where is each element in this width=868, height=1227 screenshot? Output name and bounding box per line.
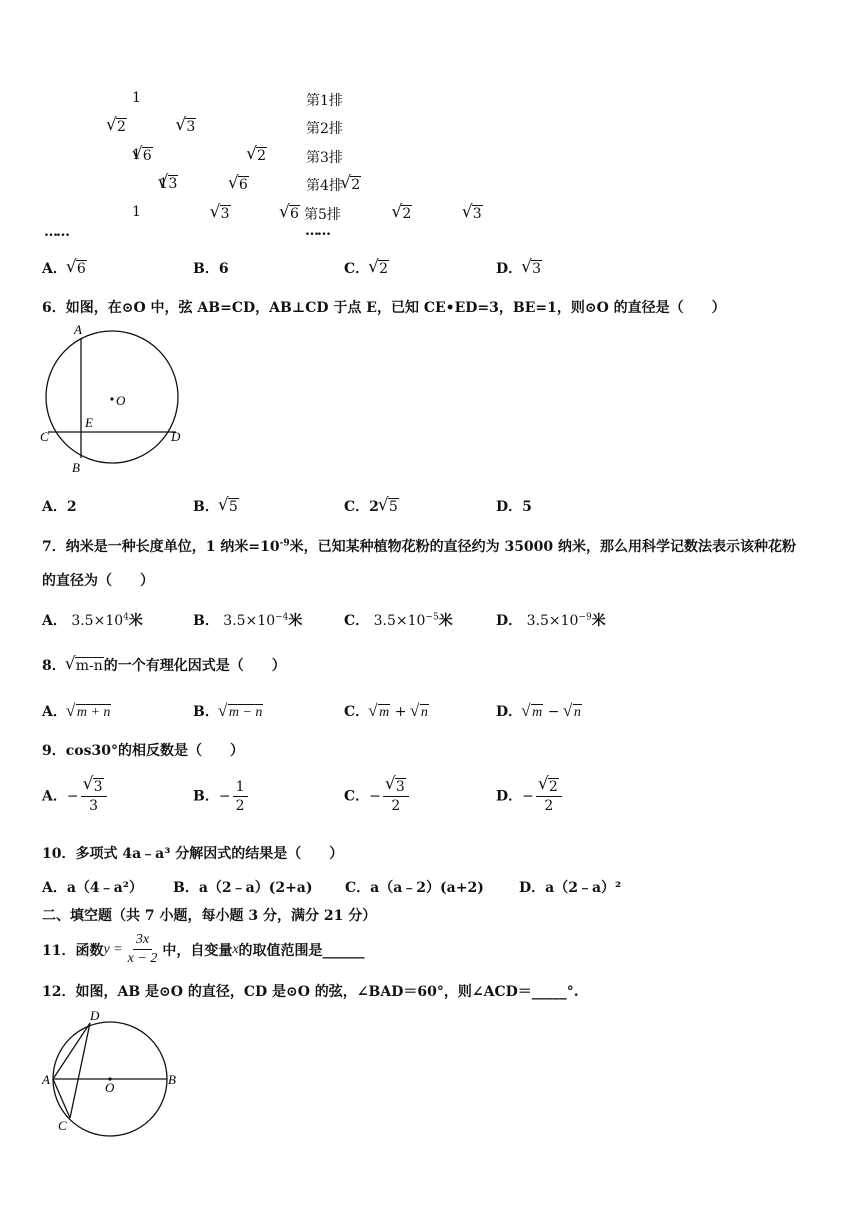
option-c[interactable]: C．a（a﹣2）(a+2)	[345, 880, 484, 896]
label-a: A	[42, 1072, 50, 1087]
row-label: 第2排	[306, 121, 343, 137]
q6-stem: 6．如图，在⊙O 中，弦 AB=CD，AB⊥CD 于点 E，已知 CE•ED=3，BE=1，则⊙O 的直径是（ ）	[42, 300, 726, 316]
number-triangle	[0, 0, 868, 240]
option-a[interactable]: A．√ 6	[42, 258, 87, 278]
section-title: 二、填空题（共 7 小题，每小题 3 分，满分 21 分）	[42, 908, 377, 924]
triangle-cell: √ 3	[463, 205, 483, 222]
center-point	[110, 397, 113, 400]
option-d[interactable]: D．5	[496, 499, 532, 515]
q10-stem: 10．多项式 4a﹣a³ 分解因式的结果是（ ）	[42, 846, 344, 862]
q6-figure	[36, 320, 196, 478]
q8-stem: 8．√ m-n的一个有理化因式是（ ）	[42, 655, 286, 675]
q7-stem-line1: 7．纳米是一种长度单位，1 纳米$=10^{-9}$米，已知某种植物花粉的直径约为 35000 纳米，那么用科学记数法表示该种花粉	[42, 538, 797, 555]
option-c[interactable]: C．√ 2	[344, 258, 389, 278]
option-d[interactable]: D．√ m − √ n	[496, 701, 582, 721]
triangle-cell: √ 2	[107, 118, 127, 135]
option-a[interactable]: A．2	[42, 499, 77, 515]
option-b[interactable]: B．a（2﹣a）(2+a)	[173, 880, 313, 896]
row-label: 第3排	[306, 150, 343, 166]
option-c[interactable]: C．− √ $\frac{3}{2}$	[344, 778, 411, 815]
row-label: 第5排	[304, 207, 341, 223]
label-e: E	[85, 415, 93, 430]
option-b[interactable]: B．√ m − n	[193, 701, 263, 721]
label-b: B	[72, 460, 80, 475]
label-b: B	[168, 1072, 176, 1087]
label-o: O	[116, 393, 126, 408]
circle-o	[46, 331, 178, 463]
option-b[interactable]: B． $3.5\times 10^{-4}$米	[193, 612, 303, 629]
triangle-cell: 1	[159, 176, 168, 192]
option-a[interactable]: A．√ m + n	[42, 701, 111, 721]
option-b[interactable]: B．6	[193, 261, 229, 277]
label-o: O	[105, 1080, 115, 1095]
label-c: C	[58, 1118, 67, 1133]
option-a[interactable]: A．− √ $\frac{3}{3}$	[42, 778, 109, 815]
label-d: D	[90, 1008, 100, 1023]
row-label: 第1排	[306, 93, 343, 109]
label-d: D	[171, 429, 181, 444]
triangle-cell: 1	[132, 204, 141, 220]
option-a[interactable]: A． $3.5\times 10^4$米	[42, 612, 143, 629]
row-label: 第4排	[306, 178, 343, 194]
option-c[interactable]: C．2√ 5	[344, 496, 399, 516]
option-c[interactable]: C．√ m + √ n	[344, 701, 429, 721]
triangle-cell: √ 3	[159, 175, 179, 192]
q12-stem: 12．如图，AB 是⊙O 的直径，CD 是⊙O 的弦，∠BAD＝60°，则∠ACD＝_____°.	[42, 984, 579, 1000]
option-b[interactable]: B．− $\frac{1}{2}$	[193, 778, 250, 815]
label-a: A	[74, 322, 82, 337]
triangle-cell: 1	[132, 147, 141, 163]
row-label-dots: ……	[305, 223, 329, 239]
option-a[interactable]: A．a（4﹣a²）	[42, 880, 143, 896]
triangle-dots: ……	[44, 224, 68, 240]
option-d[interactable]: D．a（2﹣a）²	[519, 880, 622, 896]
triangle-cell: √ 6	[133, 147, 153, 164]
triangle-cell: √ 6	[280, 205, 300, 222]
triangle-cell: √ 6	[229, 176, 249, 193]
triangle-cell: √ 2	[392, 205, 412, 222]
option-b[interactable]: B．√ 5	[193, 496, 239, 516]
triangle-cell: 1	[132, 90, 141, 106]
triangle-cell: √ 3	[211, 205, 231, 222]
triangle-cell: √ 3	[176, 118, 196, 135]
triangle-cell: √ 2	[341, 176, 361, 193]
q12-figure	[36, 1005, 186, 1140]
segment-ac	[53, 1079, 70, 1118]
label-c: C	[40, 429, 49, 444]
option-d[interactable]: D． $3.5\times 10^{-9}$米	[496, 612, 606, 629]
option-d[interactable]: D．√ 3	[496, 258, 542, 278]
q7-stem-line2: 的直径为（ ）	[42, 573, 154, 589]
triangle-cell: √ 2	[247, 147, 267, 164]
option-c[interactable]: C． $3.5\times 10^{-5}$米	[344, 612, 453, 629]
q9-stem: 9．cos30°的相反数是（ ）	[42, 743, 244, 759]
option-d[interactable]: D．− √ $\frac{2}{2}$	[496, 778, 564, 815]
q11-stem: 11．函数 y = $\frac{3x}{x - 2}$ 中，自变量 x 的取值范围是______	[42, 932, 365, 966]
